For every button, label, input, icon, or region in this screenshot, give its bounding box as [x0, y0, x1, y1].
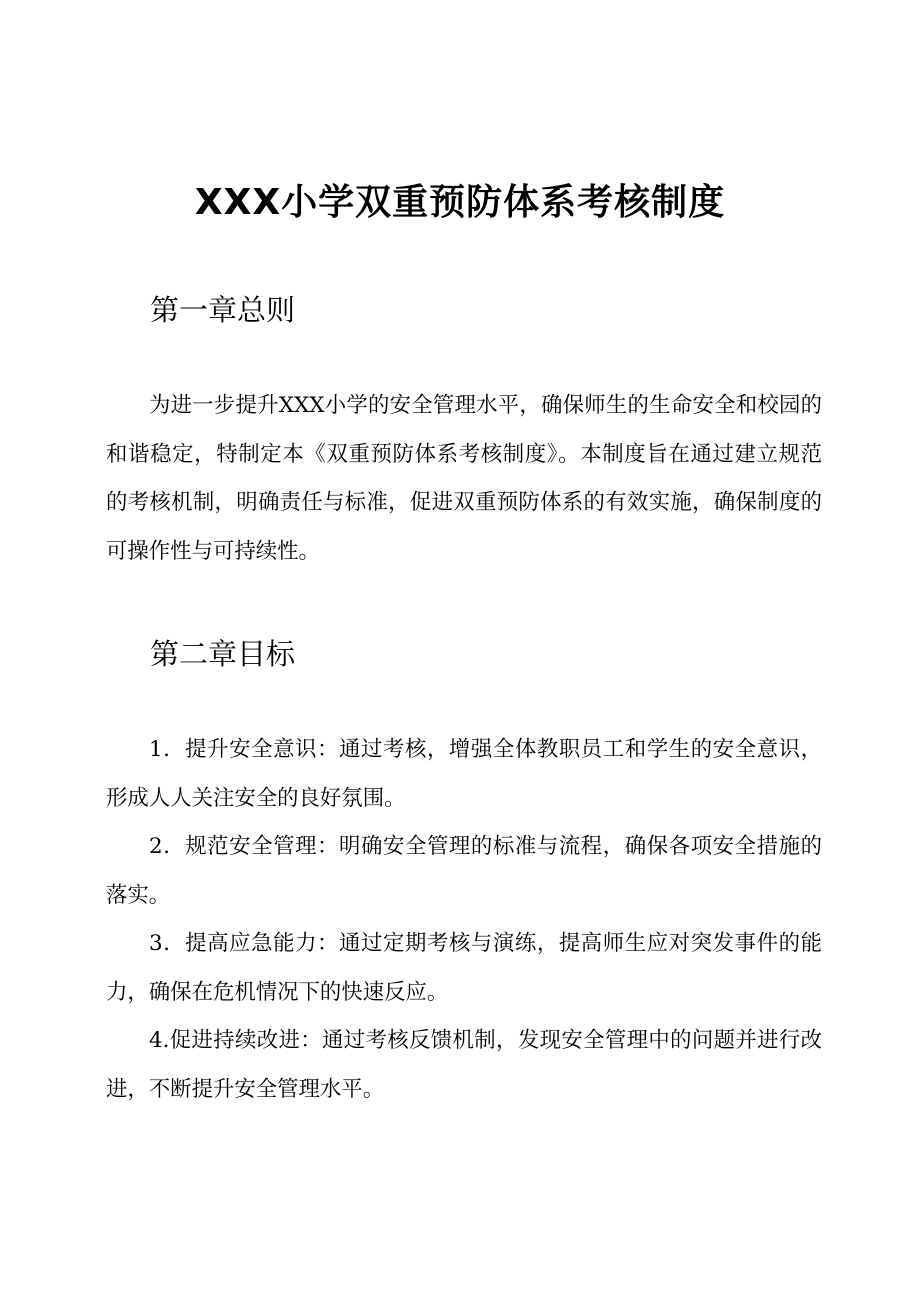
document-title: XXX小学双重预防体系考核制度 — [194, 182, 726, 223]
chapter-1-heading: 第一章总则 — [150, 293, 296, 327]
goal-item-1: 1．提升安全意识：通过考核，增强全体教职员工和学生的安全意识，形成人人关注安全的良好氛围。 — [106, 737, 822, 811]
goal-item-4: 4.促进持续改进：通过考核反馈机制，发现安全管理中的问题并进行改进，不断提升安全管理水平。 — [106, 1028, 822, 1102]
chapter-1-paragraph: 为进一步提升XXX小学的安全管理水平，确保师生的生命安全和校园的和谐稳定，特制定本《双重预防体系考核制度》。本制度旨在通过建立规范的考核机制，明确责任与标准，促进双重预防体系的有效实施，确保制度的可操作性与可持续性。 — [106, 393, 822, 564]
chapter-2-heading: 第二章目标 — [150, 637, 296, 671]
goal-item-3: 3．提高应急能力：通过定期考核与演练，提高师生应对突发事件的能力，确保在危机情况下的快速反应。 — [106, 931, 822, 1005]
goal-item-2: 2．规范安全管理：明确安全管理的标准与流程，确保各项安全措施的落实。 — [106, 834, 822, 908]
